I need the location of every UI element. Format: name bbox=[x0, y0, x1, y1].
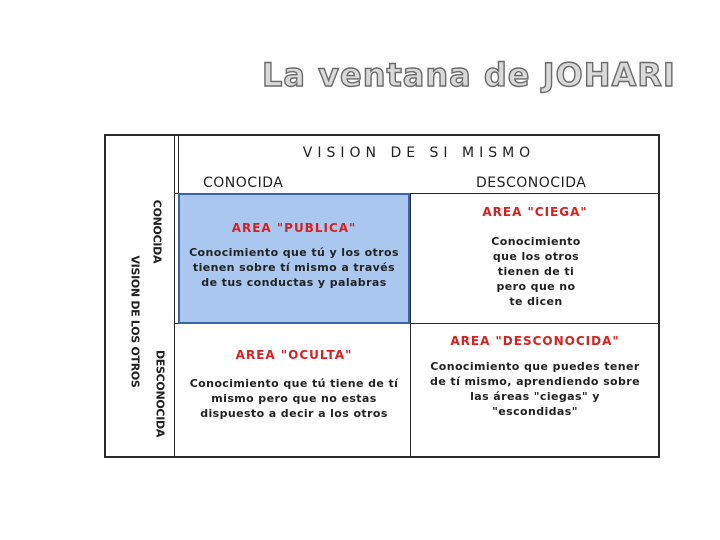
header-self-vision: VISION DE SI MISMO bbox=[302, 145, 536, 161]
quadrant-oculta-title: AREA "OCULTA" bbox=[235, 348, 353, 362]
grid-line-vertical-inner bbox=[178, 134, 179, 193]
side-label-known: CONOCIDA bbox=[150, 199, 164, 264]
grid-line-vertical-mid bbox=[410, 193, 411, 458]
side-label-others-vision: VISION DE LOS OTROS bbox=[128, 255, 142, 388]
quadrant-desconocida-body: Conocimiento que puedes tener de tí mismo, aprendiendo sobre las áreas "ciegas" y "escondidas" bbox=[430, 360, 640, 418]
page-title: La ventana de JOHARI bbox=[262, 56, 676, 94]
quadrant-oculta-body: Conocimiento que tú tiene de tí mismo pero que no estas dispuesto a decir a los otros bbox=[189, 377, 399, 420]
header-unknown: DESCONOCIDA bbox=[476, 175, 587, 191]
grid-line-vertical-left bbox=[174, 134, 175, 458]
quadrant-ciega-title: AREA "CIEGA" bbox=[482, 205, 588, 219]
quadrant-publica-title: AREA "PUBLICA" bbox=[231, 221, 357, 235]
quadrant-ciega-body: Conocimiento que los otros tienen de ti pero que no te dicen bbox=[491, 235, 581, 308]
side-label-unknown: DESCONOCIDA bbox=[153, 349, 167, 438]
quadrant-desconocida-title: AREA "DESCONOCIDA" bbox=[450, 334, 620, 348]
header-known: CONOCIDA bbox=[203, 175, 284, 191]
quadrant-publica-body: Conocimiento que tú y los otros tienen sobre tí mismo a través de tus conductas y palabras bbox=[189, 246, 399, 289]
